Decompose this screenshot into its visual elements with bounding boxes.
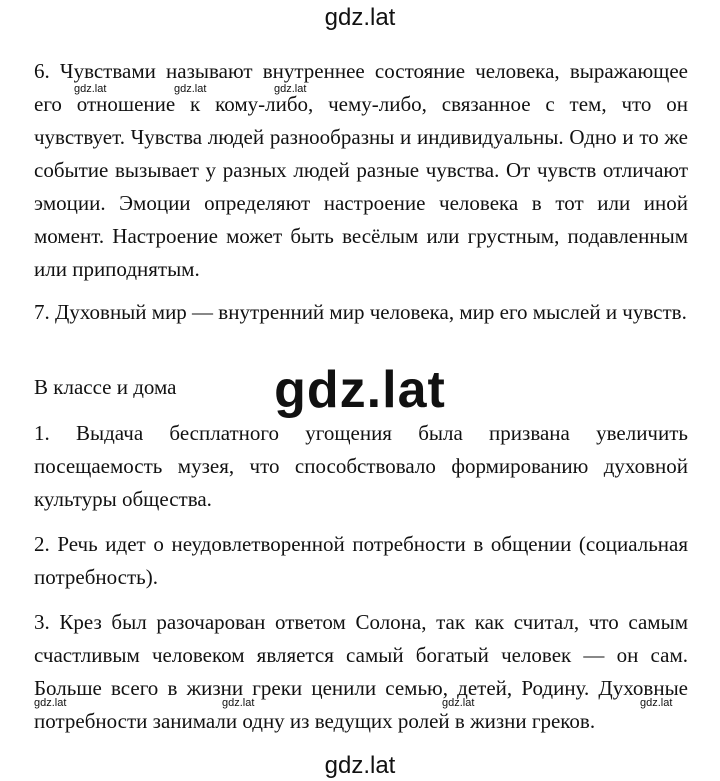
section-heading: В классе и дома (34, 375, 177, 399)
watermark-small: gdz.lat (222, 697, 255, 709)
watermark-bottom: gdz.lat (324, 752, 396, 779)
watermark-small: gdz.lat (74, 83, 107, 95)
watermark-small: gdz.lat (274, 83, 307, 95)
watermark-top: gdz.lat (324, 4, 396, 31)
paragraph-1: 1. Выдача бесплатного угощения была призвана увеличить посещаемость музея, что способствовало формированию духовной культуры общества. (34, 421, 688, 511)
watermark-small: gdz.lat (174, 83, 207, 95)
watermark-small: gdz.lat (640, 697, 673, 709)
watermark-small: gdz.lat (442, 697, 475, 709)
paragraph-7: 7. Духовный мир — внутренний мир человека, мир его мыслей и чувств. (34, 300, 687, 324)
watermark-center: gdz.lat (274, 361, 446, 419)
watermark-small: gdz.lat (34, 697, 67, 709)
paragraph-6: 6. Чувствами называют внутреннее состояние человека, выражающее его отношение к кому-либо, чему-либо, связанное с тем, что он чувствует. Чувства людей разнообразны и индивидуальны. Одно и то же событие вызывает у разных людей разные чувства. От чувств отличают эмоции. Эмоции определяют настроение человека в тот или иной момент. Настроение может быть весёлым или грустным, подавленным или приподнятым. (34, 59, 688, 281)
paragraph-2: 2. Речь идет о неудовлетворенной потребности в общении (социальная потребность). (34, 532, 688, 589)
paragraph-3: 3. Крез был разочарован ответом Солона, так как считал, что самым счастливым человеком является самый богатый человек — он сам. Больше всего в жизни греки ценили семью, детей, Родину. Духовные потребности занимали одну из ведущих ролей в жизни греков. (34, 610, 688, 733)
